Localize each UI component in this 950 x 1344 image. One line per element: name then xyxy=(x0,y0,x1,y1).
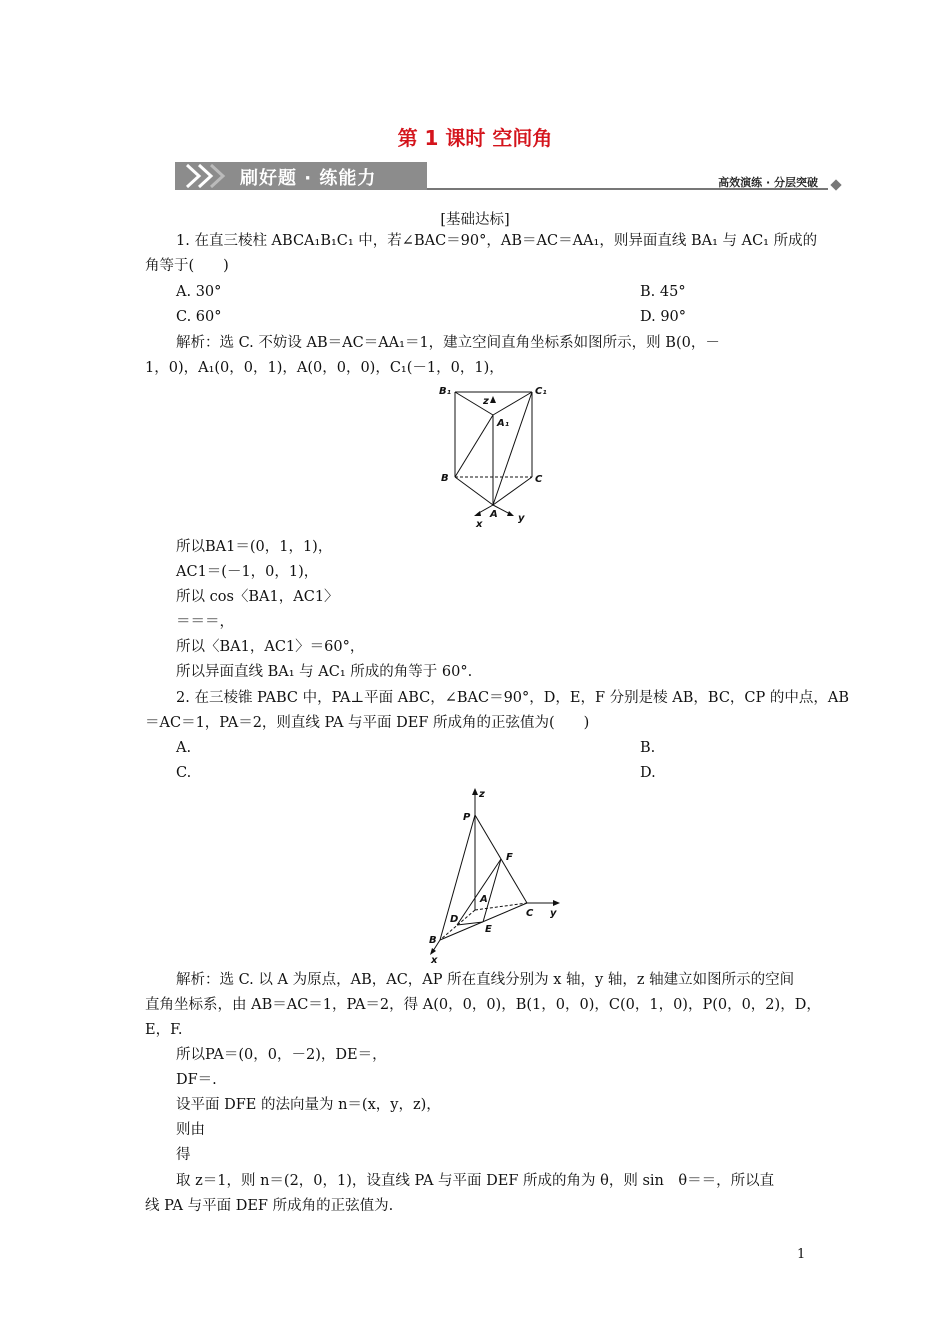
label-b1: B₁ xyxy=(439,386,452,397)
q1-option-a: A. 30° xyxy=(176,284,222,300)
label-a: A xyxy=(490,509,498,520)
edge-ba xyxy=(455,477,493,505)
q1-step-1: 所以BA1＝(0，1，1)， xyxy=(176,539,333,555)
label-x: x xyxy=(431,955,438,965)
z-arrow xyxy=(490,396,496,403)
q2-solution-line3: E，F. xyxy=(145,1022,183,1038)
label-a: A xyxy=(480,894,488,905)
section-banner xyxy=(175,160,840,194)
label-e: E xyxy=(485,924,492,935)
z-arrow xyxy=(472,788,478,795)
label-p: P xyxy=(463,812,471,823)
segment-ef xyxy=(483,859,501,922)
label-y: y xyxy=(550,908,557,919)
segment-ac1 xyxy=(493,392,532,505)
q2-option-c: C. xyxy=(176,765,192,781)
q1-option-c: C. 60° xyxy=(176,309,222,325)
x-arrow xyxy=(430,948,436,955)
q1-step-4: ＝＝＝， xyxy=(176,614,234,630)
edge-c1a1 xyxy=(493,392,532,415)
label-f: F xyxy=(506,852,513,863)
q2-option-d: D. xyxy=(640,765,656,781)
q2-option-b: B. xyxy=(640,740,656,756)
page-number: 1 xyxy=(797,1247,806,1262)
q1-step-6: 所以异面直线 BA₁ 与 AC₁ 所成的角等于 60°. xyxy=(176,664,473,680)
banner-left-block xyxy=(175,162,427,190)
q1-stem-line1: 1. 在直三棱柱 ABCA₁B₁C₁ 中，若∠BAC＝90°，AB＝AC＝AA₁，则异面直线 BA₁ 与 AC₁ 所成的 xyxy=(176,233,818,249)
label-c: C xyxy=(535,474,543,485)
q2-final-line: 线 PA 与平面 DEF 所成角的正弦值为. xyxy=(145,1198,394,1214)
label-b: B xyxy=(429,935,437,946)
q2-solution-line2: 直角坐标系，由 AB＝AC＝1，PA＝2，得 A(0，0，0)，B(1，0，0)，C(0，1，0)，P(0，0，2)，D， xyxy=(145,997,821,1013)
label-d: D xyxy=(450,914,459,925)
q1-solution-line2: 1，0)，A₁(0，0，1)，A(0，0，0)，C₁(－1，0，1)， xyxy=(145,360,504,376)
label-a1: A₁ xyxy=(497,418,510,429)
banner-right-label: 高效演练 · 分层突破 xyxy=(718,176,818,189)
q2-step-2: DF＝. xyxy=(176,1072,217,1088)
q2-solution-line1: 解析：选 C. 以 A 为原点，AB，AC，AP 所在直线分别为 x 轴，y 轴，z 轴建立如图所示的空间 xyxy=(176,972,795,988)
q2-stem-line1: 2. 在三棱锥 PABC 中，PA⊥平面 ABC，∠BAC＝90°，D，E，F 分别是棱 AB，BC，CP 的中点，AB xyxy=(176,690,850,706)
label-c: C xyxy=(526,908,534,919)
label-y: y xyxy=(518,513,525,524)
y-arrow xyxy=(507,511,514,516)
banner-left-label: 刷好题 · 练能力 xyxy=(240,168,377,189)
label-z: z xyxy=(483,396,489,407)
pyramid-figure xyxy=(420,785,570,965)
label-x: x xyxy=(476,519,483,528)
q1-solution-line1: 解析：选 C. 不妨设 AB＝AC＝AA₁＝1，建立空间直角坐标系如图所示，则 B(0，－ xyxy=(176,335,720,351)
label-b: B xyxy=(441,473,449,484)
q1-option-d: D. 90° xyxy=(640,309,687,325)
q2-step-5: 得 xyxy=(176,1147,191,1163)
q2-step-3: 设平面 DFE 的法向量为 n＝(x，y，z)， xyxy=(176,1097,441,1113)
q2-option-a: A. xyxy=(176,740,192,756)
page-title: 第 1 课时 空间角 xyxy=(397,126,553,150)
edge-ca xyxy=(493,477,532,505)
segment-df xyxy=(457,859,501,925)
q1-step-5: 所以〈BA1，AC1〉＝60°， xyxy=(176,639,365,655)
q1-step-3: 所以 cos〈BA1，AC1〉 xyxy=(176,589,339,605)
q2-stem-line2: ＝AC＝1，PA＝2，则直线 PA 与平面 DEF 所成角的正弦值为( ) xyxy=(145,715,590,731)
q2-step-4: 则由 xyxy=(176,1122,205,1138)
diamond-icon xyxy=(830,179,841,190)
label-z: z xyxy=(479,789,485,800)
q2-step-1: 所以PA＝(0，0，－2)，DE＝， xyxy=(176,1047,387,1063)
x-arrow xyxy=(474,511,481,516)
segment-ba1 xyxy=(455,415,493,477)
q1-stem-line2: 角等于( ) xyxy=(145,258,229,274)
q2-step-6: 取 z＝1，则 n＝(2，0，1)，设直线 PA 与平面 DEF 所成的角为 θ，则 sin θ＝＝，所以直 xyxy=(176,1173,775,1189)
label-c1: C₁ xyxy=(535,386,547,397)
y-arrow xyxy=(553,900,560,906)
double-chevron-icon xyxy=(181,162,231,190)
prism-figure xyxy=(425,380,560,528)
q1-step-2: AC1＝(－1，0，1)， xyxy=(176,564,319,580)
section-label: [基础达标] xyxy=(440,212,510,228)
q1-option-b: B. 45° xyxy=(640,284,686,300)
